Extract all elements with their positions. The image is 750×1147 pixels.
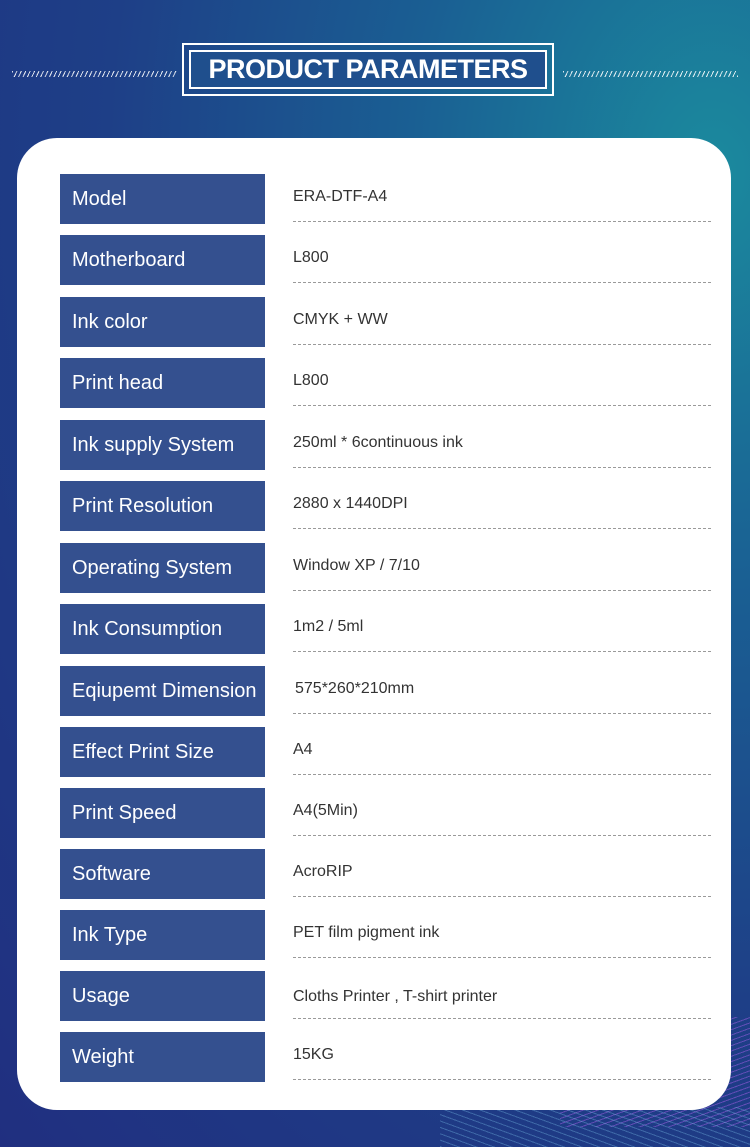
row-divider: [293, 528, 711, 529]
param-value: CMYK + WW: [293, 311, 388, 328]
param-label: Eqiupemt Dimension: [60, 666, 265, 716]
param-label: Motherboard: [60, 235, 265, 285]
param-value: 15KG: [293, 1046, 334, 1063]
param-value: L800: [293, 372, 329, 389]
param-label: Model: [60, 174, 265, 224]
param-value: AcroRIP: [293, 863, 353, 880]
param-row-print-resolution: [17, 481, 731, 531]
param-value: L800: [293, 249, 329, 266]
param-row-usage: [17, 971, 731, 1021]
param-row-print-head: [17, 358, 731, 408]
param-row-dimension: [17, 666, 731, 716]
decorative-stripes-left: [12, 71, 177, 77]
row-divider: [293, 1079, 711, 1080]
row-divider: [293, 651, 711, 652]
row-divider: [293, 221, 711, 222]
param-value: Cloths Printer , T-shirt printer: [293, 988, 498, 1005]
row-divider: [293, 467, 711, 468]
decorative-stripes-right: [563, 71, 738, 77]
row-divider: [293, 896, 711, 897]
param-row-software: [17, 849, 731, 899]
param-row-weight: [17, 1032, 731, 1082]
param-value: Window XP / 7/10: [293, 557, 420, 574]
row-divider: [293, 344, 711, 345]
param-row-motherboard: [17, 235, 731, 285]
row-divider: [293, 405, 711, 406]
page-title: PRODUCT PARAMETERS: [189, 50, 547, 89]
param-label: Ink Consumption: [60, 604, 265, 654]
row-divider: [293, 957, 711, 958]
parameters-card: [17, 138, 731, 1110]
row-divider: [293, 835, 711, 836]
param-label: Ink color: [60, 297, 265, 347]
row-divider: [293, 774, 711, 775]
row-divider: [293, 590, 711, 591]
param-label: Print Resolution: [60, 481, 265, 531]
param-label: Operating System: [60, 543, 265, 593]
decorative-waves-bottom: [440, 1107, 750, 1147]
row-divider: [293, 282, 711, 283]
param-label: Ink supply System: [60, 420, 265, 470]
param-row-model: [17, 174, 731, 224]
param-label: Effect Print Size: [60, 727, 265, 777]
param-row-print-speed: [17, 788, 731, 838]
param-label: Software: [60, 849, 265, 899]
param-value: 575*260*210mm: [295, 680, 415, 697]
param-row-operating-system: [17, 543, 731, 593]
param-row-ink-type: [17, 910, 731, 960]
param-row-effect-print-size: [17, 727, 731, 777]
param-label: Usage: [60, 971, 265, 1021]
param-row-ink-color: [17, 297, 731, 347]
title-frame: [182, 43, 554, 96]
row-divider: [293, 1018, 711, 1019]
param-value: 1m2 / 5ml: [293, 618, 364, 635]
param-label: Print head: [60, 358, 265, 408]
param-label: Weight: [60, 1032, 265, 1082]
param-value: 2880 x 1440DPI: [293, 495, 408, 512]
param-label: Ink Type: [60, 910, 265, 960]
param-row-ink-consumption: [17, 604, 731, 654]
param-row-ink-supply: [17, 420, 731, 470]
row-divider: [293, 713, 711, 714]
param-value: A4: [293, 741, 313, 758]
param-value: 250ml * 6continuous ink: [293, 434, 463, 451]
param-value: PET film pigment ink: [293, 924, 440, 941]
param-value: ERA-DTF-A4: [293, 188, 388, 205]
param-label: Print Speed: [60, 788, 265, 838]
param-value: A4(5Min): [293, 802, 358, 819]
